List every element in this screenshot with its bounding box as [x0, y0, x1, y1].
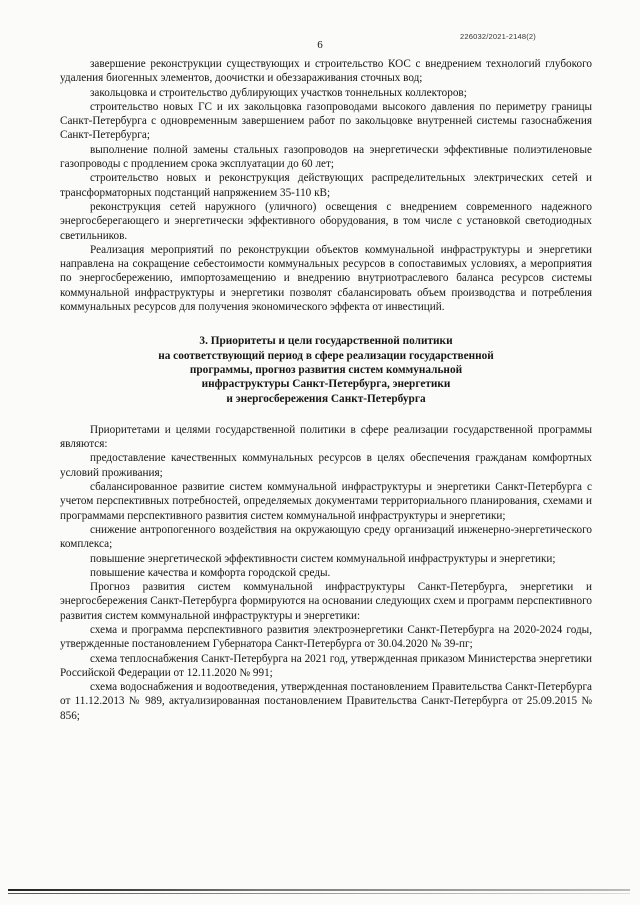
scan-edge-line	[8, 889, 630, 891]
paragraph: сбалансированное развитие систем коммунальной инфраструктуры и энергетики Санкт-Петербурга с учетом перспективных потребностей, определяемых документами территориального планирования, схемами и программами перспективного развития систем коммунальной инфраструктуры и энергетики;	[60, 481, 592, 522]
document-number: 226032/2021-2148(2)	[460, 32, 536, 41]
paragraph: Прогноз развития систем коммунальной инфраструктуры Санкт-Петербурга, энергетики и энергосбережения Санкт-Петербурга формируются на основании следующих схем и программ перспективного развития систем коммунальной инфраструктуры и энергетики:	[60, 581, 592, 622]
paragraph: Реализация мероприятий по реконструкции объектов коммунальной инфраструктуры и энергетики направлена на сокращение себестоимости коммунальных ресурсов в сопоставимых условиях, а мероприятия по энергосбережению, импортозамещению и внедрению внутриотраслевого баланса ресурсов системы коммунальной инфраструктуры и энергетики позволят сбалансировать объем производства и потребления коммунальных ресурсов для получения экономического эффекта от инвестиций.	[60, 243, 592, 314]
paragraph: реконструкция сетей наружного (уличного) освещения с внедрением современного надежного энергосберегающего и энергетически эффективного оборудования, в том числе с установкой светодиодных светильников.	[60, 200, 592, 242]
paragraph: предоставление качественных коммунальных ресурсов в целях обеспечения гражданам комфортных условий проживания;	[60, 452, 592, 479]
page-number: 6	[317, 39, 323, 51]
section-heading-line: инфраструктуры Санкт-Петербурга, энергетики	[201, 378, 451, 391]
section-heading-line: программы, прогноз развития систем коммунальной	[189, 363, 463, 376]
section-heading-line: и энергосбережения Санкт-Петербурга	[226, 392, 426, 405]
section-heading-line: 3. Приоритеты и цели государственной политики	[199, 335, 453, 348]
document-body	[60, 57, 592, 723]
paragraph: строительство новых и реконструкция действующих распределительных электрических сетей и трансформаторных подстанций напряжением 35-110 кВ;	[60, 172, 592, 199]
paragraph: схема теплоснабжения Санкт-Петербурга на 2021 год, утвержденная приказом Министерства энергетики Российской Федерации от 12.11.2020 № 991;	[60, 652, 592, 679]
scan-edge-line	[8, 893, 630, 894]
paragraph: повышение энергетической эффективности систем коммунальной инфраструктуры и энергетики;	[90, 552, 556, 565]
paragraph: снижение антропогенного воздействия на окружающую среду организаций инженерно-энергетического комплекса;	[60, 523, 592, 551]
paragraph: схема и программа перспективного развития электроэнергетики Санкт-Петербурга на 2020-2024 годы, утвержденные постановлением Губернатора Санкт-Петербурга от 30.04.2020 № 39-пг;	[60, 623, 592, 651]
section-heading-line: на соответствующий период в сфере реализации государственной	[158, 349, 494, 362]
paragraph: закольцовка и строительство дублирующих участков тоннельных коллекторов;	[90, 86, 467, 99]
section-heading	[60, 334, 592, 405]
paragraph: выполнение полной замены стальных газопроводов на энергетически эффективные полиэтиленовые газопроводы с продлением срока эксплуатации до 60 лет;	[60, 143, 592, 171]
paragraph: завершение реконструкции существующих и строительство КОС с внедрением технологий глубокого удаления биогенных элементов, доочистки и обеззараживания сточных вод;	[60, 58, 592, 85]
paragraph: Приоритетами и целями государственной политики в сфере реализации государственной программы являются:	[60, 423, 592, 451]
paragraph: повышение качества и комфорта городской среды.	[90, 566, 331, 579]
paragraph: схема водоснабжения и водоотведения, утвержденная постановлением Правительства Санкт-Петербурга от 11.12.2013 № 989, актуализированная постановлением Правительства Санкт-Петербурга от 25.09.2015 № 856;	[60, 681, 592, 722]
paragraph: строительство новых ГС и их закольцовка газопроводами высокого давления по периметру границы Санкт-Петербурга с одновременным завершением работ по закольцовке внутренней системы газоснабжения Санкт-Петербурга;	[60, 100, 592, 142]
